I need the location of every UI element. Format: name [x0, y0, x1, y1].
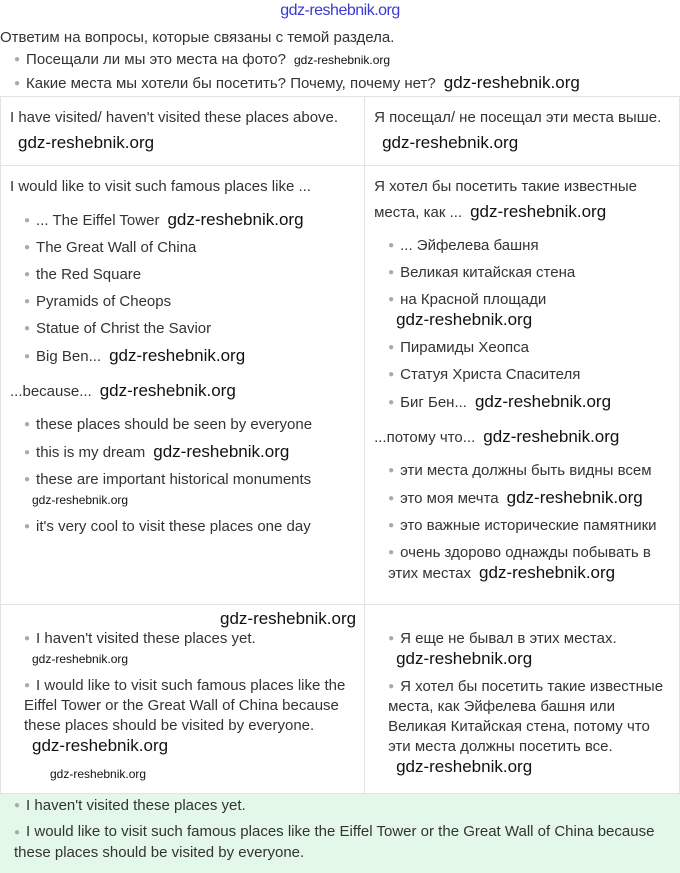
watermark: gdz-reshebnik.org: [50, 767, 147, 782]
intro-text: Ответим на вопросы, которые связаны с темой раздела.: [0, 29, 395, 46]
final-answer: [0, 794, 680, 872]
list-item: [388, 236, 671, 256]
list-item: [388, 677, 671, 778]
list-item: [24, 319, 356, 339]
list-item-text: Какие места мы хотели бы посетить? Почему, почему нет?: [26, 75, 436, 93]
list-item: [388, 263, 671, 283]
list-item: [388, 543, 671, 584]
list-item: [14, 822, 680, 862]
cell-text: I have visited/ haven't visited these places above.: [10, 109, 339, 127]
list-item: [388, 392, 671, 413]
list-item: [24, 442, 356, 463]
cell-en: [1, 605, 365, 794]
cell-ru: [365, 166, 680, 605]
bullet-icon: ●: [24, 447, 31, 459]
list-item: [14, 72, 680, 96]
bullet-icon: ●: [388, 240, 395, 252]
watermark: gdz-reshebnik.org: [506, 488, 643, 508]
list-item-text: это моя мечта: [400, 490, 499, 508]
bullet-icon: ●: [388, 369, 395, 381]
bullet-icon: ●: [24, 296, 31, 308]
cell-intro: [10, 174, 356, 200]
bullet-icon: ●: [24, 419, 31, 431]
watermark: gdz-reshebnik.org: [396, 649, 533, 669]
cell-en: [1, 97, 365, 166]
bullet-icon: ●: [24, 242, 31, 254]
table-row: [1, 605, 680, 794]
bullet-icon: ●: [14, 800, 21, 812]
bullet-icon: ●: [24, 633, 31, 645]
watermark: gdz-reshebnik.org: [32, 652, 129, 667]
bullet-icon: ●: [24, 474, 31, 486]
watermark: gdz-reshebnik.org: [153, 442, 290, 462]
list-item: [14, 796, 680, 816]
list-item: [388, 488, 671, 509]
list-item-text: Я хотел бы посетить такие известные места, как Эйфелева башня или Великая Китайская стена, потому что эти места должны посетить все.: [388, 678, 664, 756]
list-item: [24, 676, 356, 757]
list-item-text: Великая китайская стена: [400, 264, 576, 282]
list-item-text: ... The Eiffel Tower: [36, 212, 160, 230]
bullet-icon: ●: [24, 269, 31, 281]
because-text: ...because...: [10, 383, 92, 401]
question-list: [14, 48, 680, 96]
bullet-icon: ●: [388, 342, 395, 354]
cell-intro: [374, 174, 671, 226]
bullet-icon: ●: [388, 633, 395, 645]
list-item-text: I haven't visited these places yet.: [26, 797, 246, 815]
list-item: [24, 415, 356, 435]
watermark: gdz-reshebnik.org: [167, 210, 304, 230]
list-item-text: Pyramids of Cheops: [36, 293, 172, 311]
list-item-text: это важные исторические памятники: [400, 517, 657, 535]
list-item: [388, 365, 671, 385]
list-item: [388, 290, 671, 331]
bullet-icon: ●: [24, 323, 31, 335]
bullet-icon: ●: [388, 493, 395, 505]
places-list: [24, 210, 356, 367]
site-watermark: gdz-reshebnik.org: [280, 2, 400, 19]
cell-ru: [365, 605, 680, 794]
list-item: [14, 48, 680, 72]
reasons-list: [388, 461, 671, 584]
bullet-icon: ●: [388, 681, 395, 693]
list-item-text: эти места должны быть видны всем: [400, 462, 652, 480]
list-item-text: Пирамиды Хеопса: [400, 339, 530, 357]
watermark: gdz-reshebnik.org: [396, 310, 533, 330]
list-item-text: на Красной площади: [400, 291, 547, 309]
bullet-icon: ●: [388, 267, 395, 279]
cell-intro-text: Я хотел бы посетить такие известные места, как ...: [374, 178, 638, 222]
watermark: gdz-reshebnik.org: [220, 609, 357, 629]
because-text: ...потому что...: [374, 429, 476, 447]
watermark: gdz-reshebnik.org: [396, 757, 533, 777]
list-item: [24, 629, 356, 669]
list-item-text: The Great Wall of China: [36, 239, 197, 257]
list-item-text: Биг Бен...: [400, 394, 467, 412]
list-item-text: I would like to visit such famous places like the Eiffel Tower or the Great Wall of China because these places should be visited by everyone.: [14, 823, 655, 861]
list-item-text: Статуя Христа Спасителя: [400, 366, 581, 384]
list-item-text: Посещали ли мы это места на фото?: [26, 51, 286, 68]
watermark: gdz-reshebnik.org: [294, 53, 391, 67]
bullet-icon: ●: [14, 54, 21, 66]
list-item: [24, 210, 356, 231]
watermark: gdz-reshebnik.org: [479, 563, 616, 583]
bullet-icon: ●: [388, 465, 395, 477]
table-row: [1, 166, 680, 605]
bullet-icon: ●: [388, 547, 395, 559]
cell-intro-text: I would like to visit such famous places like ...: [10, 178, 311, 196]
list-item-text: Big Ben...: [36, 348, 102, 366]
list-item-text: these places should be seen by everyone: [36, 416, 313, 434]
bullet-icon: ●: [24, 351, 31, 363]
watermark: gdz-reshebnik.org: [443, 73, 580, 93]
watermark: gdz-reshebnik.org: [32, 736, 169, 756]
list-item-text: it's very cool to visit these places one day: [36, 518, 311, 536]
watermark: gdz-reshebnik.org: [99, 381, 236, 401]
list-item-text: I haven't visited these places yet.: [36, 630, 256, 648]
watermark: gdz-reshebnik.org: [18, 133, 155, 153]
watermark: gdz-reshebnik.org: [483, 427, 620, 447]
list-item-text: Statue of Christ the Savior: [36, 320, 212, 338]
list-item-text: очень здорово однажды побывать в этих местах: [388, 544, 651, 583]
list-item: [24, 470, 356, 510]
places-list: [388, 236, 671, 413]
list-item-text: ... Эйфелева башня: [400, 237, 539, 255]
cell-ru: [365, 97, 680, 166]
watermark: gdz-reshebnik.org: [474, 392, 612, 412]
list-item-text: this is my dream: [36, 444, 146, 462]
bullet-icon: ●: [24, 680, 31, 692]
bullet-icon: ●: [24, 215, 31, 227]
bullet-icon: ●: [14, 826, 21, 838]
list-item: [388, 516, 671, 536]
intro: [0, 28, 680, 96]
watermark: gdz-reshebnik.org: [470, 202, 607, 222]
because-label: [374, 425, 671, 451]
list-item: [388, 629, 671, 670]
list-item: [24, 265, 356, 285]
bullet-icon: ●: [388, 520, 395, 532]
list-item: [24, 346, 356, 367]
table-row: [1, 97, 680, 166]
watermark: gdz-reshebnik.org: [109, 346, 246, 366]
list-item: [388, 338, 671, 358]
because-label: [10, 379, 356, 405]
bullet-icon: ●: [24, 521, 31, 533]
list-item: [24, 517, 356, 537]
list-item-text: I would like to visit such famous places like the Eiffel Tower or the Great Wall of China because these places should be visited by everyone.: [24, 677, 346, 735]
bullet-icon: ●: [388, 294, 395, 306]
list-item-text: the Red Square: [36, 266, 142, 284]
bullet-icon: ●: [14, 78, 21, 90]
list-item-text: Я еще не бывал в этих местах.: [400, 630, 617, 648]
reasons-list: [24, 415, 356, 537]
bullet-icon: ●: [388, 397, 395, 409]
list-item: [388, 461, 671, 481]
cell-text: Я посещал/ не посещал эти места выше.: [374, 109, 662, 127]
cell-en: [1, 166, 365, 605]
watermark: gdz-reshebnik.org: [32, 493, 129, 508]
list-item: [24, 238, 356, 258]
answer-table: [0, 96, 680, 794]
list-item-text: these are important historical monuments: [36, 471, 312, 489]
list-item: [24, 292, 356, 312]
watermark: gdz-reshebnik.org: [382, 133, 519, 153]
